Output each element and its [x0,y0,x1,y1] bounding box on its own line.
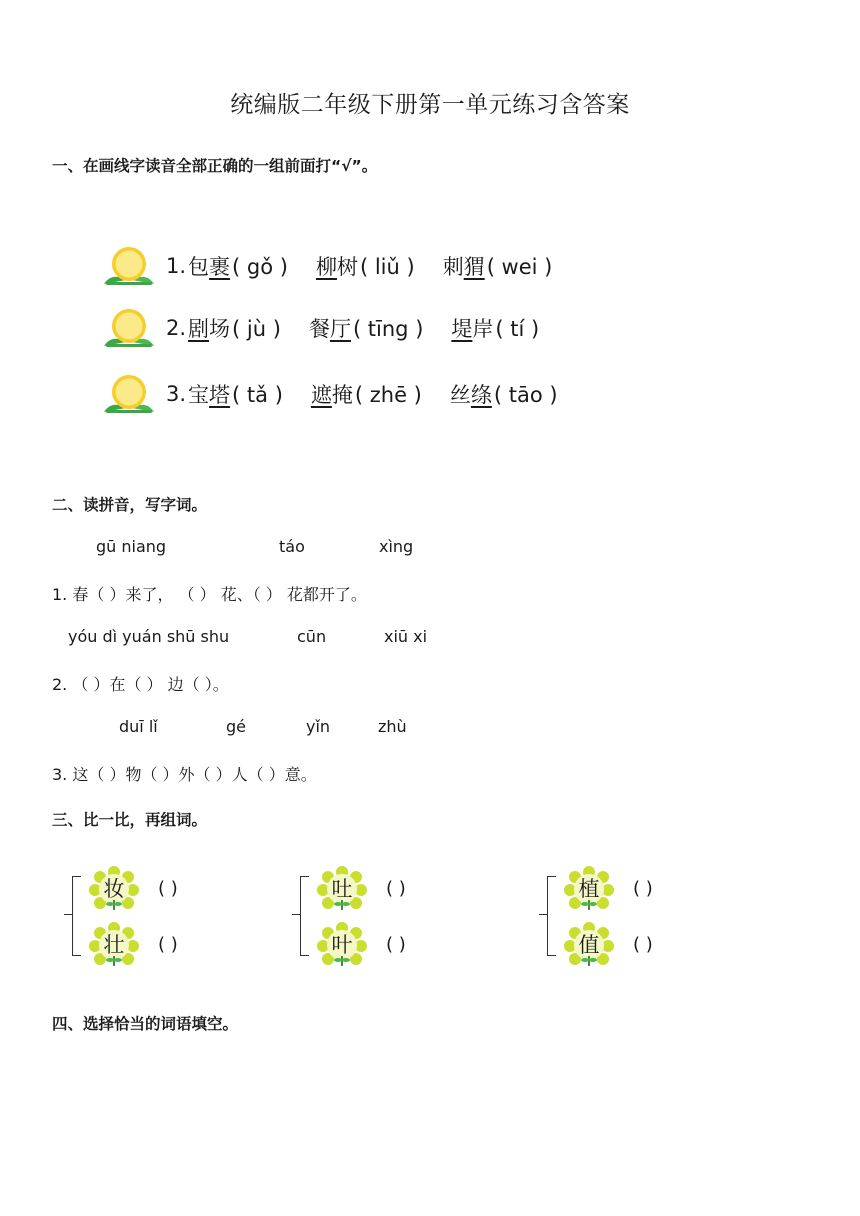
word-with-pinyin [316,251,415,281]
choice-number: 1. [166,254,187,278]
compare-pair [300,866,500,976]
flower-badge-icon [316,922,368,970]
char-plain: 掩 [331,383,353,407]
compare-char: 叶 [331,933,353,957]
flower-icon[interactable] [102,244,158,288]
word-with-pinyin [188,313,281,343]
choice-row[interactable] [102,306,567,350]
fill-sentence-1: 1. 春（ ）来了， （ ） 花、（ ） 花都开了。 [52,585,367,604]
answer-blank[interactable]: ( ) [386,934,406,955]
compare-char: 妆 [103,877,125,901]
answer-blank[interactable]: ( ) [386,878,406,899]
choice-number: 2. [166,316,187,340]
pinyin-reading: ( tǎ ) [232,383,283,407]
pinyin-hint: xìng [379,537,414,556]
char-plain: 岸 [472,317,494,341]
flower-icon[interactable] [102,372,158,416]
flower-badge-icon [316,866,368,914]
section-4-heading: 四、选择恰当的词语填空。 [52,1015,239,1033]
pinyin-reading: ( gǒ ) [232,255,288,279]
flower-badge-icon [88,866,140,914]
char-plain: 餐 [308,317,330,341]
char-plain: 场 [209,317,231,341]
brace-icon [72,876,81,956]
pinyin-hint: cūn [297,627,327,646]
brace-icon [547,876,556,956]
word-with-pinyin [443,251,553,281]
word-with-pinyin [188,251,288,281]
pinyin-hint: yóu dì yuán shū shu [68,627,230,646]
pinyin-hint: yǐn [306,717,331,736]
pinyin-hint: xiū xi [384,627,428,646]
compare-char: 植 [578,877,600,901]
choice-row[interactable] [102,244,580,288]
word-with-pinyin [311,379,422,409]
char-underlined: 堤 [451,317,473,341]
compare-pair [72,866,272,976]
compare-pair [547,866,747,976]
compare-char: 值 [578,933,600,957]
brace-icon [300,876,309,956]
char-underlined: 厅 [329,317,351,341]
section-2-heading: 二、读拼音，写字词。 [52,496,208,514]
flower-badge-icon [563,866,615,914]
char-underlined: 剧 [188,317,210,341]
word-with-pinyin [450,379,558,409]
pinyin-reading: ( jù ) [232,317,281,341]
char-underlined: 裹 [209,255,231,279]
pinyin-hint: duī lǐ [119,717,158,736]
section-3-heading: 三、比一比，再组词。 [52,811,208,829]
pinyin-reading: ( zhē ) [354,383,422,407]
compare-char: 壮 [103,933,125,957]
brace-tick [292,914,300,915]
pinyin-reading: ( tí ) [495,317,540,341]
answer-blank[interactable]: ( ) [633,878,653,899]
pinyin-reading: ( tāo ) [493,383,558,407]
brace-tick [539,914,547,915]
pinyin-hint: táo [279,537,305,556]
flower-icon[interactable] [102,306,158,350]
pinyin-reading: ( tīng ) [352,317,424,341]
choice-number: 3. [166,382,187,406]
answer-blank[interactable]: ( ) [158,878,178,899]
char-plain: 丝 [449,383,471,407]
char-plain: 包 [188,255,210,279]
answer-blank[interactable]: ( ) [158,934,178,955]
brace-tick [64,914,72,915]
char-underlined: 柳 [315,255,337,279]
pinyin-hint: gū niang [96,537,167,556]
page-title: 统编版二年级下册第一单元练习含答案 [230,92,630,118]
word-with-pinyin [451,313,539,343]
pinyin-hint: gé [226,717,246,736]
flower-badge-icon [563,922,615,970]
fill-sentence-2: 2. （ ）在（ ） 边（ ）。 [52,675,229,694]
pinyin-reading: ( wei ) [486,255,553,279]
pinyin-hint: zhù [378,717,407,736]
pinyin-reading: ( liǔ ) [359,255,415,279]
word-with-pinyin [309,313,423,343]
char-underlined: 猬 [463,255,485,279]
char-plain: 刺 [442,255,464,279]
char-plain: 树 [336,255,358,279]
char-underlined: 绦 [470,383,492,407]
flower-badge-icon [88,922,140,970]
char-underlined: 塔 [209,383,231,407]
compare-char: 吐 [331,877,353,901]
word-with-pinyin [188,379,283,409]
choice-row[interactable] [102,372,586,416]
section-1-heading: 一、在画线字读音全部正确的一组前面打“√”。 [52,157,378,175]
char-underlined: 遮 [310,383,332,407]
fill-sentence-3: 3. 这（ ）物（ ）外（ ）人（ ）意。 [52,765,317,784]
answer-blank[interactable]: ( ) [633,934,653,955]
char-plain: 宝 [188,383,210,407]
